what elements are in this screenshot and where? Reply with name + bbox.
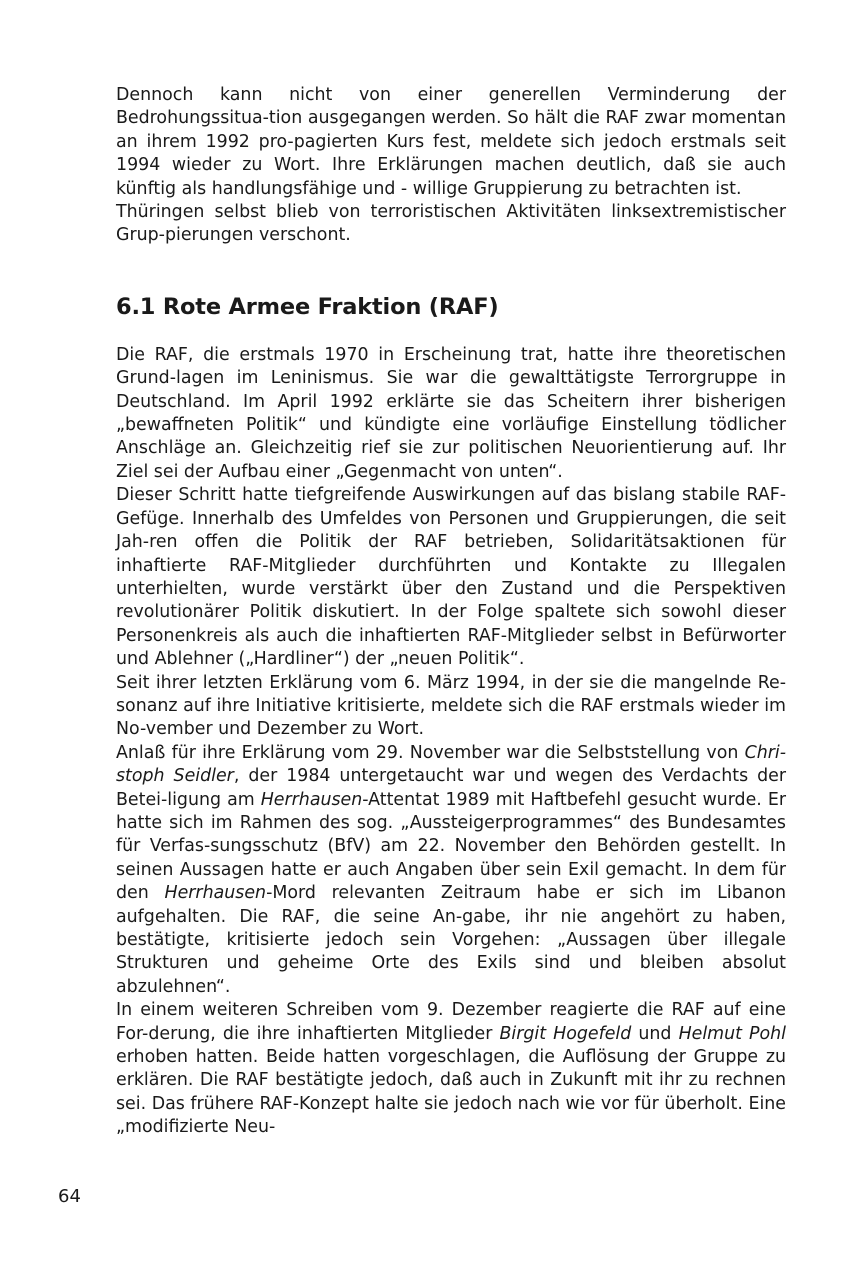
section-paragraph-2: Dieser Schritt hatte tiefgreifende Auswirkungen auf das bislang stabile RAF-Gefüge. Innerhalb des Umfeldes von Personen und Gruppierungen, die seit Jah-ren offen die Politik der RAF betrieben, Solidaritätsaktionen für inhaftierte RAF-Mitglieder durchführten und Kontakte zu Illegalen unterhielten, wurde verstärkt über den Zustand und die Perspektiven revolutionärer Politik diskutiert. In der Folge spaltete sich sowohl dieser Personenkreis als auch die inhaftierten RAF-Mitglieder selbst in Befürworter und Ablehner („Hardliner“) der „neuen Politik“. — [116, 485, 786, 670]
p5-text-c: erhoben hatten. Beide hatten vorgeschlagen, die Auflösung der Gruppe zu erklären. Die RAF bestätigte jedoch, daß auch in Zukunft mit ihr zu rechnen sei. Das frühere RAF-Konzept halte sie jedoch nach wie vor für überholt. Eine „modifizierte Neu- — [116, 1047, 786, 1138]
person-name-pohl: Helmut Pohl — [678, 1023, 787, 1044]
p4-text-a: Anlaß für ihre Erklärung vom 29. November war die Selbststellung von — [116, 742, 745, 763]
person-name-herrhausen-1: Herrhausen — [260, 789, 363, 810]
person-name-hogefeld: Birgit Hogefeld — [499, 1023, 632, 1044]
intro-paragraph-2: Thüringen selbst blieb von terroristischen Aktivitäten linksextremistischer Grup-pierungen verschont. — [116, 202, 786, 246]
person-name-seidler: Chri-stoph Seidler — [116, 742, 786, 787]
text-column — [116, 84, 786, 1140]
p5-text-b: und — [631, 1023, 679, 1044]
section-paragraph-5 — [116, 999, 786, 1139]
p4-text-d: -Mord relevanten Zeitraum habe er sich im Libanon aufgehalten. Die RAF, die seine An-gabe, ihr nie angehört zu haben, bestätigte, kritisierte jedoch sein Vorgehen: „Aussagen über illegale Strukturen und geheime Orte des Exils sind und bleiben absolut abzulehnen“. — [116, 883, 786, 997]
section-paragraph-4 — [116, 742, 786, 999]
section-paragraph-3: Seit ihrer letzten Erklärung vom 6. März 1994, in der sie die mangelnde Re-sonanz auf ihre Initiative kritisierte, meldete sich die RAF erstmals wieder im No-vember und Dezember zu Wort. — [116, 672, 786, 740]
intro-paragraph-1: Dennoch kann nicht von einer generellen Verminderung der Bedrohungssitua-tion ausgegangen werden. So hält die RAF zwar momentan an ihrem 1992 pro-pagierten Kurs fest, meldete sich jedoch erstmals seit 1994 wieder zu Wort. Ihre Erklärungen machen deutlich, daß sie auch künftig als handlungsfähige und - willige Gruppierung zu betrachten ist. — [116, 85, 786, 199]
page-number: 64 — [58, 1186, 81, 1207]
p5-text-a: In einem weiteren Schreiben vom 9. Dezember reagierte die RAF auf eine For-derung, die ihre inhaftierten Mitglieder — [116, 1000, 786, 1044]
p4-text-c: -Attentat 1989 mit Haftbefehl gesucht wurde. Er hatte sich im Rahmen des sog. „Aussteigerprogrammes“ des Bundesamtes für Verfas-sungsschutz (BfV) am 22. November den Behörden gestellt. In seinen Aussagen hatte er auch Angaben über sein Exil gemacht. In dem für den — [116, 789, 786, 904]
section-paragraph-1: Die RAF, die erstmals 1970 in Erscheinung trat, hatte ihre theoretischen Grund-lagen im Leninismus. Sie war die gewalttätigste Terrorgruppe in Deutschland. Im April 1992 erklärte sie das Scheitern ihrer bisherigen „bewaffneten Politik“ und kündigte eine vorläufige Einstellung tödlicher Anschläge an. Gleichzeitig rief sie zur politischen Neuorientierung auf. Ihr Ziel sei der Aufbau einer „Gegenmacht von unten“. — [116, 344, 786, 482]
person-name-herrhausen-2: Herrhausen — [164, 883, 267, 904]
section-heading: 6.1 Rote Armee Fraktion (RAF) — [116, 293, 499, 320]
p4-text-b: , der 1984 untergetaucht war und wegen des Verdachts der Betei-ligung am — [116, 766, 786, 810]
